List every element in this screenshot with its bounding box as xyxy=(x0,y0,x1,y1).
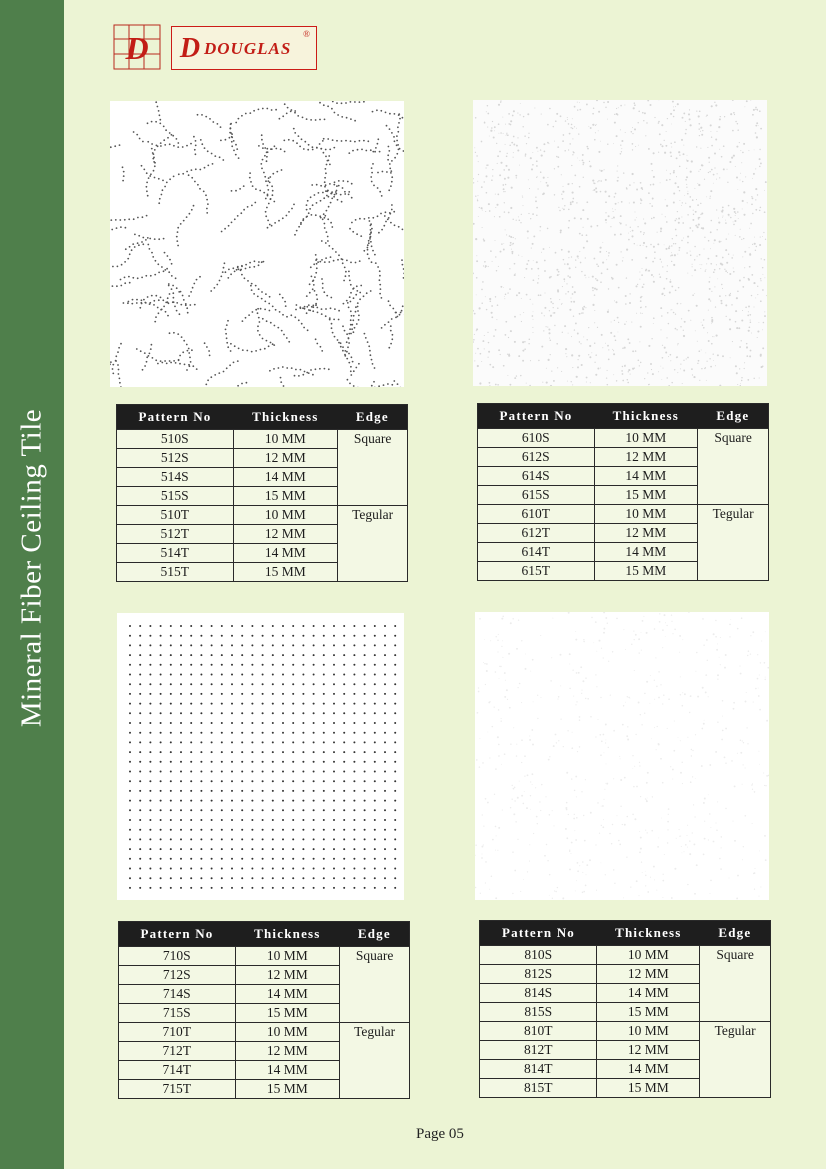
col-pattern-header: Pattern No xyxy=(117,405,234,430)
pattern-cell: 514S xyxy=(117,468,234,487)
pattern-cell: 810T xyxy=(480,1022,597,1041)
col-thickness-header: Thickness xyxy=(235,922,340,947)
thickness-cell: 15 MM xyxy=(594,486,698,505)
thickness-cell: 12 MM xyxy=(233,525,338,544)
pattern-cell: 710T xyxy=(119,1023,236,1042)
thickness-cell: 12 MM xyxy=(597,965,700,984)
pattern-cell: 610T xyxy=(478,505,595,524)
col-thickness-header: Thickness xyxy=(233,405,338,430)
pattern-cell: 714T xyxy=(119,1061,236,1080)
thickness-cell: 15 MM xyxy=(235,1080,340,1099)
page-number: Page 05 xyxy=(416,1126,464,1142)
pattern-cell: 512T xyxy=(117,525,234,544)
tile-image-710 xyxy=(117,613,404,900)
brand-name: DOUGLAS xyxy=(204,39,292,58)
thickness-cell: 12 MM xyxy=(235,1042,340,1061)
thickness-cell: 14 MM xyxy=(235,1061,340,1080)
thickness-cell: 15 MM xyxy=(233,487,338,506)
spec-table-610 xyxy=(477,403,769,581)
thickness-cell: 12 MM xyxy=(597,1041,700,1060)
thickness-cell: 10 MM xyxy=(597,1022,700,1041)
thickness-cell: 10 MM xyxy=(233,506,338,525)
thickness-cell: 15 MM xyxy=(233,563,338,582)
edge-cell-square: Square xyxy=(340,947,410,1023)
col-pattern-header: Pattern No xyxy=(480,921,597,946)
pattern-cell: 510S xyxy=(117,430,234,449)
col-thickness-header: Thickness xyxy=(597,921,700,946)
pattern-cell: 612T xyxy=(478,524,595,543)
pattern-cell: 812T xyxy=(480,1041,597,1060)
thickness-cell: 15 MM xyxy=(235,1004,340,1023)
thickness-cell: 12 MM xyxy=(594,448,698,467)
tile-image-510 xyxy=(110,101,404,387)
thickness-cell: 10 MM xyxy=(235,1023,340,1042)
thickness-cell: 12 MM xyxy=(235,966,340,985)
side-band xyxy=(0,0,64,1169)
pattern-cell: 612S xyxy=(478,448,595,467)
thickness-cell: 14 MM xyxy=(594,467,698,486)
pattern-cell: 510T xyxy=(117,506,234,525)
thickness-cell: 14 MM xyxy=(235,985,340,1004)
registered-mark: ® xyxy=(303,29,310,39)
col-edge-header: Edge xyxy=(340,922,410,947)
pattern-cell: 712S xyxy=(119,966,236,985)
thickness-cell: 15 MM xyxy=(594,562,698,581)
thickness-cell: 14 MM xyxy=(233,544,338,563)
edge-cell-tegular: Tegular xyxy=(340,1023,410,1099)
col-edge-header: Edge xyxy=(700,921,771,946)
pattern-cell: 714S xyxy=(119,985,236,1004)
edge-cell-square: Square xyxy=(700,946,771,1022)
brand-mark-letter: D xyxy=(125,30,149,66)
pattern-cell: 814T xyxy=(480,1060,597,1079)
edge-cell-tegular: Tegular xyxy=(698,505,769,581)
pattern-cell: 610S xyxy=(478,429,595,448)
thickness-cell: 14 MM xyxy=(233,468,338,487)
pattern-cell: 615S xyxy=(478,486,595,505)
pattern-cell: 515T xyxy=(117,563,234,582)
col-edge-header: Edge xyxy=(338,405,408,430)
spec-table-810 xyxy=(479,920,771,1098)
spec-table-710 xyxy=(118,921,410,1099)
thickness-cell: 12 MM xyxy=(594,524,698,543)
svg-text:D: D xyxy=(179,33,201,61)
thickness-cell: 15 MM xyxy=(597,1003,700,1022)
thickness-cell: 10 MM xyxy=(597,946,700,965)
thickness-cell: 14 MM xyxy=(594,543,698,562)
pattern-cell: 815S xyxy=(480,1003,597,1022)
brand-d-icon xyxy=(178,33,202,61)
edge-cell-tegular: Tegular xyxy=(700,1022,771,1098)
col-thickness-header: Thickness xyxy=(594,404,698,429)
pattern-cell: 812S xyxy=(480,965,597,984)
side-title: Mineral Fiber Ceiling Tile xyxy=(15,408,48,728)
tile-image-610 xyxy=(473,100,767,386)
pattern-cell: 715S xyxy=(119,1004,236,1023)
brand-logo-icon xyxy=(113,24,161,70)
col-pattern-header: Pattern No xyxy=(119,922,236,947)
pattern-cell: 512S xyxy=(117,449,234,468)
pattern-cell: 810S xyxy=(480,946,597,965)
spec-table-510 xyxy=(116,404,408,582)
thickness-cell: 10 MM xyxy=(594,429,698,448)
tile-image-810 xyxy=(475,612,769,900)
pattern-cell: 614T xyxy=(478,543,595,562)
edge-cell-square: Square xyxy=(338,430,408,506)
pattern-cell: 710S xyxy=(119,947,236,966)
edge-cell-square: Square xyxy=(698,429,769,505)
pattern-cell: 514T xyxy=(117,544,234,563)
thickness-cell: 14 MM xyxy=(597,1060,700,1079)
brand-wordmark xyxy=(171,26,317,70)
thickness-cell: 10 MM xyxy=(233,430,338,449)
thickness-cell: 14 MM xyxy=(597,984,700,1003)
pattern-cell: 712T xyxy=(119,1042,236,1061)
pattern-cell: 615T xyxy=(478,562,595,581)
thickness-cell: 12 MM xyxy=(233,449,338,468)
col-pattern-header: Pattern No xyxy=(478,404,595,429)
pattern-cell: 815T xyxy=(480,1079,597,1098)
thickness-cell: 10 MM xyxy=(594,505,698,524)
thickness-cell: 10 MM xyxy=(235,947,340,966)
pattern-cell: 715T xyxy=(119,1080,236,1099)
pattern-cell: 515S xyxy=(117,487,234,506)
pattern-cell: 614S xyxy=(478,467,595,486)
edge-cell-tegular: Tegular xyxy=(338,506,408,582)
col-edge-header: Edge xyxy=(698,404,769,429)
thickness-cell: 15 MM xyxy=(597,1079,700,1098)
pattern-cell: 814S xyxy=(480,984,597,1003)
